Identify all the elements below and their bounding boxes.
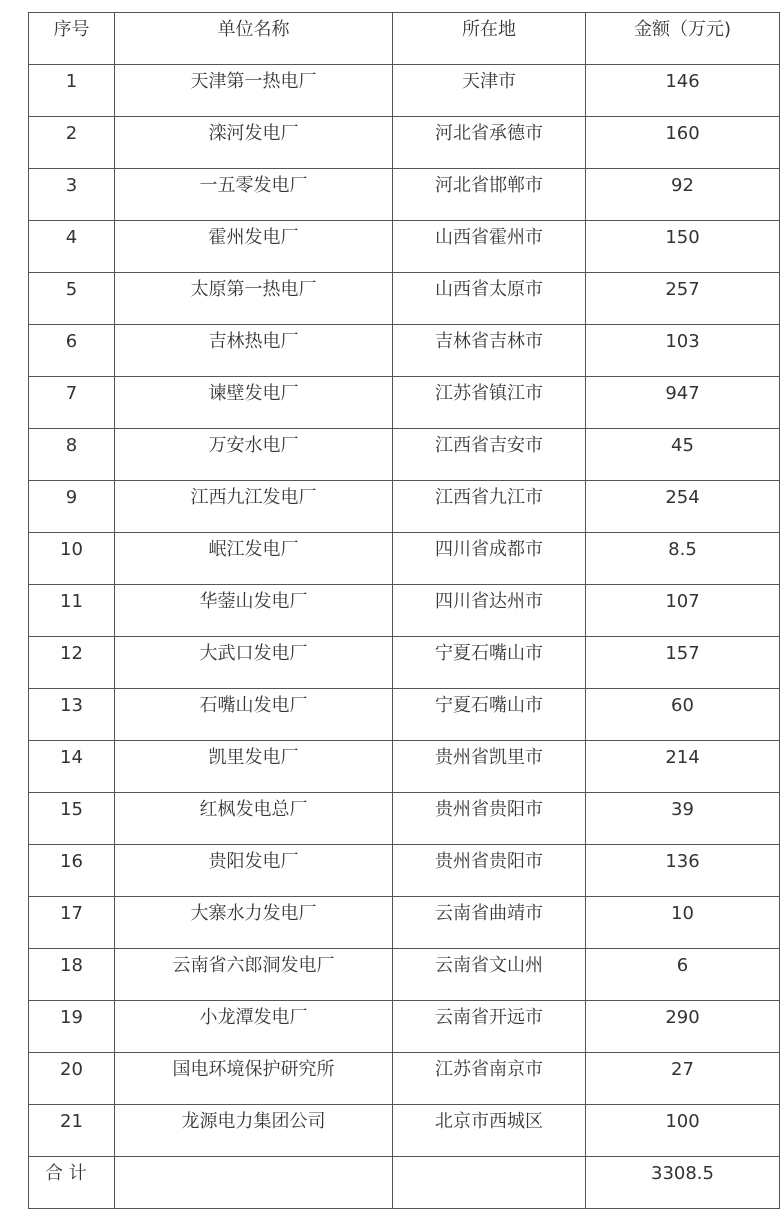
row-no-cell: 17 xyxy=(29,897,115,949)
row-amount-cell: 290 xyxy=(586,1001,780,1053)
table-row xyxy=(29,793,780,845)
row-amount-cell: 257 xyxy=(586,273,780,325)
header-cell-name: 单位名称 xyxy=(115,13,393,65)
row-location-cell: 云南省文山州 xyxy=(393,949,586,1001)
row-location-cell: 宁夏石嘴山市 xyxy=(393,689,586,741)
table-row xyxy=(29,741,780,793)
total-row xyxy=(29,1157,780,1209)
row-no-cell: 8 xyxy=(29,429,115,481)
row-amount-cell: 146 xyxy=(586,65,780,117)
row-location-cell: 河北省邯郸市 xyxy=(393,169,586,221)
row-amount-cell: 6 xyxy=(586,949,780,1001)
row-name-cell: 贵阳发电厂 xyxy=(115,845,393,897)
header-cell-no: 序号 xyxy=(29,13,115,65)
row-amount-cell: 150 xyxy=(586,221,780,273)
table-row xyxy=(29,897,780,949)
row-name-cell: 云南省六郎洞发电厂 xyxy=(115,949,393,1001)
total-label-cell: 合 计 xyxy=(29,1157,115,1209)
table-row xyxy=(29,533,780,585)
row-name-cell: 红枫发电总厂 xyxy=(115,793,393,845)
row-name-cell: 大寨水力发电厂 xyxy=(115,897,393,949)
row-no-cell: 9 xyxy=(29,481,115,533)
row-no-cell: 3 xyxy=(29,169,115,221)
row-no-cell: 7 xyxy=(29,377,115,429)
row-no-cell: 12 xyxy=(29,637,115,689)
row-location-cell: 宁夏石嘴山市 xyxy=(393,637,586,689)
row-location-cell: 山西省霍州市 xyxy=(393,221,586,273)
row-location-cell: 贵州省贵阳市 xyxy=(393,845,586,897)
table-row xyxy=(29,1001,780,1053)
row-name-cell: 小龙潭发电厂 xyxy=(115,1001,393,1053)
row-no-cell: 15 xyxy=(29,793,115,845)
row-no-cell: 14 xyxy=(29,741,115,793)
row-name-cell: 龙源电力集团公司 xyxy=(115,1105,393,1157)
row-location-cell: 山西省太原市 xyxy=(393,273,586,325)
row-amount-cell: 45 xyxy=(586,429,780,481)
row-name-cell: 华蓥山发电厂 xyxy=(115,585,393,637)
row-amount-cell: 157 xyxy=(586,637,780,689)
table-row xyxy=(29,585,780,637)
row-location-cell: 贵州省凯里市 xyxy=(393,741,586,793)
row-no-cell: 6 xyxy=(29,325,115,377)
table-row xyxy=(29,1105,780,1157)
table-row xyxy=(29,169,780,221)
table-row xyxy=(29,845,780,897)
row-amount-cell: 136 xyxy=(586,845,780,897)
row-amount-cell: 254 xyxy=(586,481,780,533)
table-body xyxy=(29,65,780,1157)
table-row xyxy=(29,377,780,429)
row-location-cell: 贵州省贵阳市 xyxy=(393,793,586,845)
row-no-cell: 13 xyxy=(29,689,115,741)
row-name-cell: 大武口发电厂 xyxy=(115,637,393,689)
row-amount-cell: 214 xyxy=(586,741,780,793)
row-location-cell: 云南省曲靖市 xyxy=(393,897,586,949)
table-row xyxy=(29,273,780,325)
row-name-cell: 天津第一热电厂 xyxy=(115,65,393,117)
row-location-cell: 云南省开远市 xyxy=(393,1001,586,1053)
row-amount-cell: 103 xyxy=(586,325,780,377)
row-name-cell: 一五零发电厂 xyxy=(115,169,393,221)
table-row xyxy=(29,481,780,533)
row-location-cell: 江西省九江市 xyxy=(393,481,586,533)
row-location-cell: 四川省成都市 xyxy=(393,533,586,585)
row-amount-cell: 947 xyxy=(586,377,780,429)
row-no-cell: 5 xyxy=(29,273,115,325)
table-row xyxy=(29,637,780,689)
table-row xyxy=(29,65,780,117)
row-location-cell: 天津市 xyxy=(393,65,586,117)
table-row xyxy=(29,1053,780,1105)
row-location-cell: 江苏省镇江市 xyxy=(393,377,586,429)
table-row xyxy=(29,221,780,273)
row-no-cell: 21 xyxy=(29,1105,115,1157)
table-row xyxy=(29,689,780,741)
row-location-cell: 江西省吉安市 xyxy=(393,429,586,481)
row-amount-cell: 8.5 xyxy=(586,533,780,585)
row-location-cell: 吉林省吉林市 xyxy=(393,325,586,377)
row-no-cell: 1 xyxy=(29,65,115,117)
row-name-cell: 石嘴山发电厂 xyxy=(115,689,393,741)
row-amount-cell: 60 xyxy=(586,689,780,741)
row-no-cell: 19 xyxy=(29,1001,115,1053)
row-no-cell: 20 xyxy=(29,1053,115,1105)
row-location-cell: 江苏省南京市 xyxy=(393,1053,586,1105)
row-location-cell: 四川省达州市 xyxy=(393,585,586,637)
row-amount-cell: 160 xyxy=(586,117,780,169)
row-no-cell: 10 xyxy=(29,533,115,585)
row-name-cell: 凯里发电厂 xyxy=(115,741,393,793)
row-name-cell: 霍州发电厂 xyxy=(115,221,393,273)
table-row xyxy=(29,117,780,169)
row-name-cell: 国电环境保护研究所 xyxy=(115,1053,393,1105)
row-no-cell: 11 xyxy=(29,585,115,637)
table-row xyxy=(29,429,780,481)
header-row xyxy=(29,13,780,65)
row-no-cell: 16 xyxy=(29,845,115,897)
table-row xyxy=(29,325,780,377)
row-amount-cell: 92 xyxy=(586,169,780,221)
row-amount-cell: 39 xyxy=(586,793,780,845)
row-name-cell: 谏壁发电厂 xyxy=(115,377,393,429)
row-location-cell: 河北省承德市 xyxy=(393,117,586,169)
row-name-cell: 江西九江发电厂 xyxy=(115,481,393,533)
row-name-cell: 吉林热电厂 xyxy=(115,325,393,377)
row-name-cell: 滦河发电厂 xyxy=(115,117,393,169)
total-location-cell xyxy=(393,1157,586,1209)
total-name-cell xyxy=(115,1157,393,1209)
row-no-cell: 4 xyxy=(29,221,115,273)
row-name-cell: 太原第一热电厂 xyxy=(115,273,393,325)
table-row xyxy=(29,949,780,1001)
header-cell-amount: 金额（万元) xyxy=(586,13,780,65)
row-amount-cell: 100 xyxy=(586,1105,780,1157)
row-name-cell: 万安水电厂 xyxy=(115,429,393,481)
row-amount-cell: 27 xyxy=(586,1053,780,1105)
row-no-cell: 2 xyxy=(29,117,115,169)
row-no-cell: 18 xyxy=(29,949,115,1001)
row-name-cell: 岷江发电厂 xyxy=(115,533,393,585)
row-amount-cell: 107 xyxy=(586,585,780,637)
row-amount-cell: 10 xyxy=(586,897,780,949)
header-cell-location: 所在地 xyxy=(393,13,586,65)
total-amount-cell: 3308.5 xyxy=(586,1157,780,1209)
row-location-cell: 北京市西城区 xyxy=(393,1105,586,1157)
funding-table xyxy=(28,12,780,1209)
